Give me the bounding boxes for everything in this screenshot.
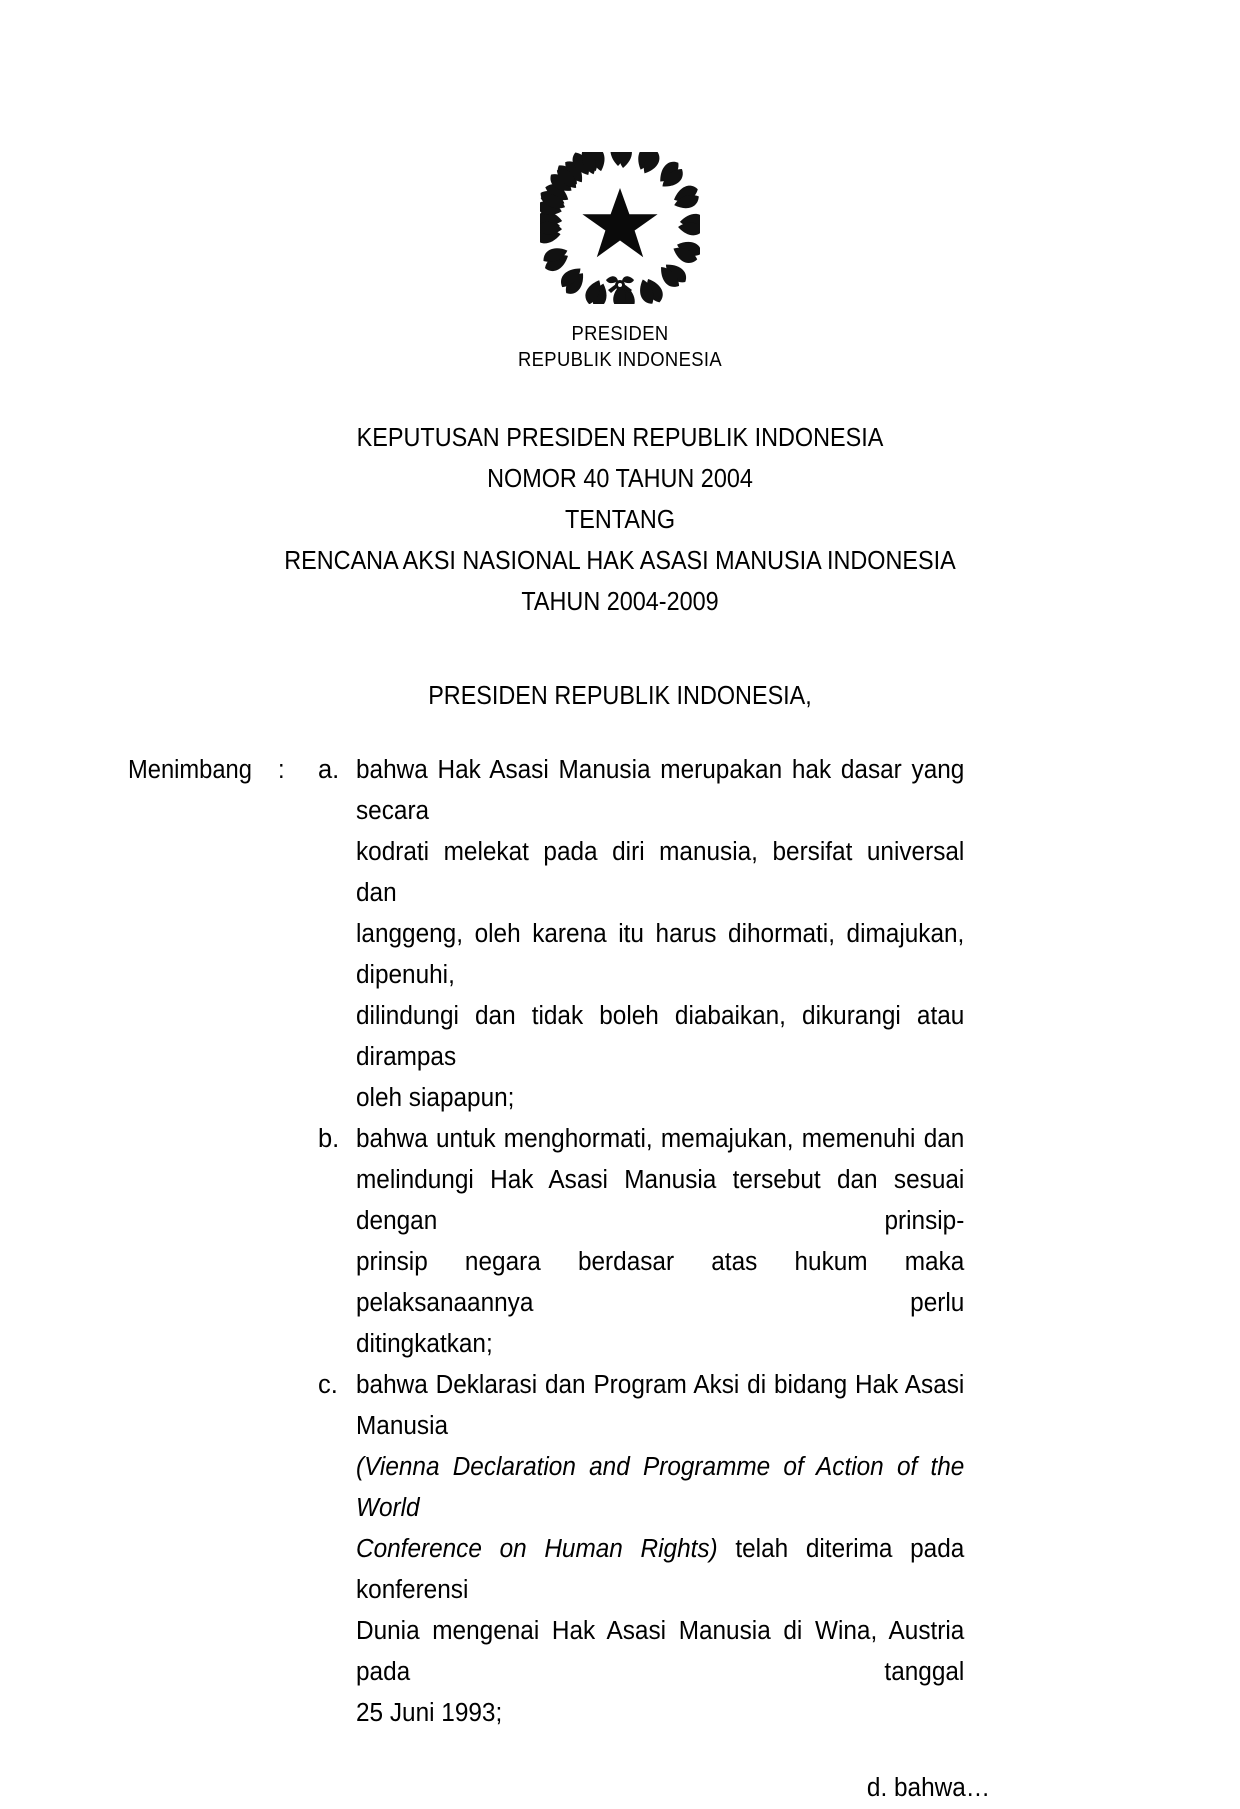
continuation-text: d. bahwa…	[866, 1774, 991, 1802]
emblem-caption	[50, 321, 1191, 373]
item-c-line-3	[356, 1529, 964, 1611]
item-a-line-4: dilindungi dan tidak boleh diabaikan, dikurangi atau dirampas	[356, 1002, 965, 1071]
item-b-line-2: melindungi Hak Asasi Manusia tersebut dan sesuai dengan prinsip-	[356, 1166, 965, 1235]
item-c-line-2-italic: (Vienna Declaration and Programme of Action of the World	[356, 1453, 965, 1522]
item-c-italic-tail: Conference on Human Rights)	[356, 1535, 718, 1563]
item-b-line-3: prinsip negara berdasar atas hukum maka pelaksanaannya perlu	[356, 1248, 965, 1317]
item-c-roman-tail: telah diterima pada konferensi	[356, 1535, 965, 1604]
emblem-caption-line-1: PRESIDEN	[571, 323, 669, 345]
considering-item-a	[318, 750, 993, 1119]
considering-label: Menimbang	[128, 756, 252, 784]
title-line-about: TENTANG	[564, 504, 676, 534]
item-marker-b: b.	[318, 1125, 340, 1153]
title-line-decree: KEPUTUSAN PRESIDEN REPUBLIK INDONESIA	[356, 422, 884, 452]
item-a-line-1: bahwa Hak Asasi Manusia merupakan hak dasar yang secara	[356, 756, 965, 825]
considering-section	[0, 750, 1240, 1734]
authority-line: PRESIDEN REPUBLIK INDONESIA,	[428, 680, 812, 710]
item-body-a	[356, 750, 964, 1119]
item-marker-c: c.	[318, 1371, 338, 1399]
considering-items	[318, 750, 993, 1734]
title-line-subject: RENCANA AKSI NASIONAL HAK ASASI MANUSIA INDONESIA	[284, 545, 956, 575]
item-body-b	[356, 1119, 964, 1365]
emblem-caption-line-2: REPUBLIK INDONESIA	[518, 349, 722, 371]
continuation-line	[0, 1768, 1240, 1809]
document-title-block	[0, 417, 1240, 622]
considering-label-group	[128, 750, 286, 791]
item-c-line-1: bahwa Deklarasi dan Program Aksi di bidang Hak Asasi Manusia	[356, 1371, 965, 1440]
considering-colon: :	[277, 756, 285, 784]
item-a-line-5: oleh siapapun;	[356, 1084, 515, 1112]
item-c-line-5: 25 Juni 1993;	[356, 1699, 503, 1727]
item-a-line-3: langgeng, oleh karena itu harus dihormati, dimajukan, dipenuhi,	[356, 920, 965, 989]
item-c-line-4: Dunia mengenai Hak Asasi Manusia di Wina, Austria pada tanggal	[356, 1617, 965, 1686]
emblem-block	[0, 0, 1240, 373]
item-body-c	[356, 1365, 964, 1734]
considering-item-c	[318, 1365, 993, 1734]
item-b-line-4: ditingkatkan;	[356, 1330, 493, 1358]
title-line-number: NOMOR 40 TAHUN 2004	[487, 463, 753, 493]
item-b-line-1: bahwa untuk menghormati, memajukan, memenuhi dan	[356, 1125, 965, 1153]
title-line-period: TAHUN 2004-2009	[521, 586, 719, 616]
item-a-line-2: kodrati melekat pada diri manusia, bersifat universal dan	[356, 838, 965, 907]
considering-item-b	[318, 1119, 993, 1365]
item-marker-a: a.	[318, 756, 340, 784]
star-in-laurel-wreath-emblem	[540, 152, 700, 304]
